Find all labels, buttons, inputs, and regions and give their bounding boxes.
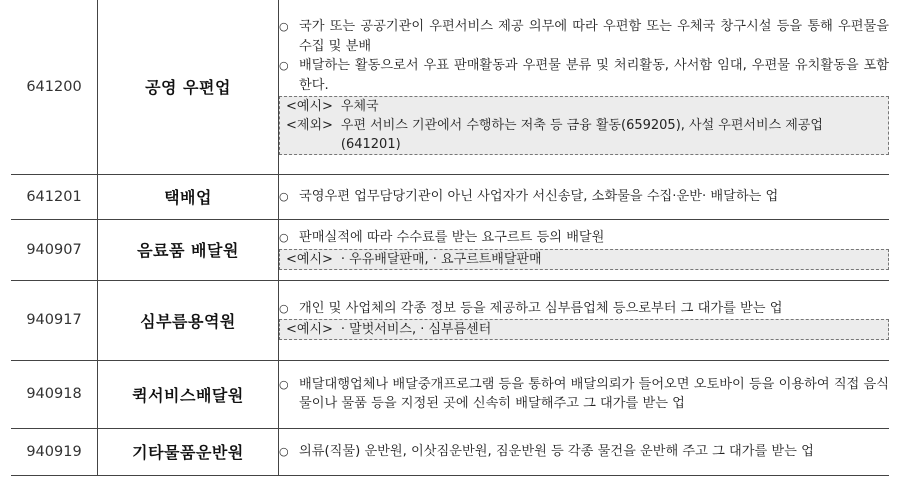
circle-bullet-icon: ○ [279,377,289,391]
description-cell [279,174,890,219]
bullet-item: ○ 배달하는 활동으로서 우표 판매활동과 우편물 분류 및 처리활동, 사서함 임대, 우편물 유치활동을 포함한다. [279,56,889,95]
circle-bullet-icon: ○ [279,231,289,245]
description-cell [279,428,890,475]
bullet-item: ○ 판매실적에 따라 수수료를 받는 요구르트 등의 배달원 [279,228,889,248]
example-line: <예시> 우체국 [286,99,379,115]
table-row [11,174,889,219]
table-row [11,428,889,475]
code-cell: 641200 [11,0,98,174]
classification-table [11,0,889,476]
bullet-item: ○ 국영우편 업무담당기관이 아닌 사업자가 서신송달, 소화물을 수집·운반· 배달하는 업 [279,187,889,207]
name-cell: 퀵서비스배달원 [98,360,279,428]
description-cell [279,280,890,360]
bullet-item: ○ 배달대행업체나 배달중개프로그램 등을 통하여 배달의뢰가 들어오면 오토바이 등을 이용하여 직접 음식물이나 물품 등을 지정된 곳에 신속히 배달해주고 그 대가를 받는 업 [279,375,889,414]
bullet-item: ○ 의류(직물) 운반원, 이삿짐운반원, 짐운반원 등 각종 물건을 운반해 주고 그 대가를 받는 업 [279,442,889,462]
table-row [11,280,889,360]
exclusion-line: <제외> 우편 서비스 기관에서 수행하는 저축 등 금융 활동(659205), 사설 우편서비스 제공업(641201) [286,118,823,153]
bullet-item: ○ 개인 및 사업체의 각종 정보 등을 제공하고 심부름업체 등으로부터 그 대가를 받는 업 [279,299,889,319]
name-cell: 공영 우편업 [98,0,279,174]
example-box [279,96,889,155]
description-cell [279,360,890,428]
example-line: <예시> · 말벗서비스, · 심부름센터 [286,322,492,338]
name-cell: 기타물품운반원 [98,428,279,475]
circle-bullet-icon: ○ [279,20,289,34]
name-cell: 심부름용역원 [98,280,279,360]
name-cell: 음료품 배달원 [98,219,279,280]
bullet-item: ○ 국가 또는 공공기관이 우편서비스 제공 의무에 따라 우편함 또는 우체국 창구시설 등을 통해 우편물을 수집 및 분배 [279,17,889,56]
code-cell: 641201 [11,174,98,219]
table-row [11,219,889,280]
code-cell: 940919 [11,428,98,475]
name-cell: 택배업 [98,174,279,219]
table-row [11,360,889,428]
description-cell [279,219,890,280]
code-cell: 940918 [11,360,98,428]
table-row [11,0,889,174]
circle-bullet-icon: ○ [279,444,289,458]
example-box [279,249,889,270]
description-cell [279,0,890,174]
example-box [279,319,889,340]
circle-bullet-icon: ○ [279,59,289,73]
code-cell: 940907 [11,219,98,280]
code-cell: 940917 [11,280,98,360]
example-line: <예시> · 우유배달판매, · 요구르트배달판매 [286,251,542,267]
circle-bullet-icon: ○ [279,189,289,203]
circle-bullet-icon: ○ [279,301,289,315]
